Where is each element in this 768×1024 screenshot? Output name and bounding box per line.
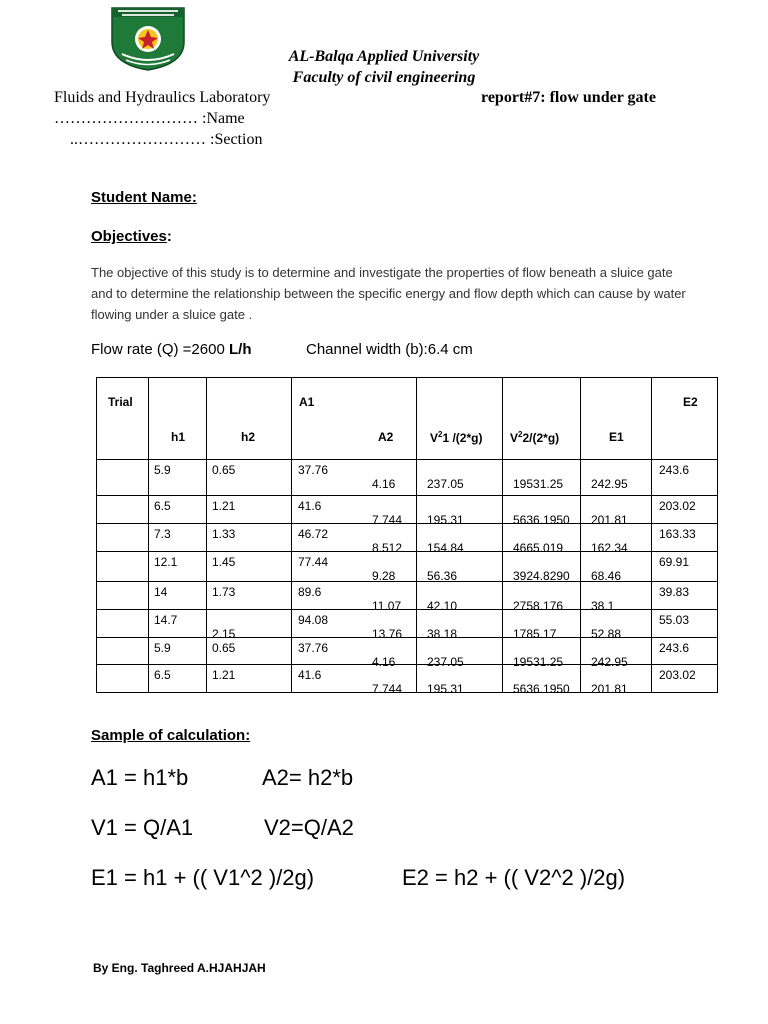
cell-h2: 1.45 xyxy=(212,555,236,569)
cell-a2: 8.512 xyxy=(372,541,403,555)
table-row xyxy=(97,665,718,693)
table-cell xyxy=(97,638,149,665)
table-cell xyxy=(652,582,718,610)
table-cell xyxy=(417,524,503,555)
table-cell xyxy=(581,496,652,527)
cell-h1: 14.7 xyxy=(154,613,178,627)
equation-e1: E1 = h1 + (( V1^2 )/2g) xyxy=(91,865,315,890)
cell-h2: 1.21 xyxy=(212,499,236,513)
table-cell xyxy=(207,460,292,496)
table-cell xyxy=(97,582,149,610)
table-cell xyxy=(652,610,718,638)
cell-h2: 1.33 xyxy=(212,527,236,541)
cell-h1: 5.9 xyxy=(154,641,171,655)
equation-a1: A1 = h1*b xyxy=(91,765,189,790)
cell-a1: 46.72 xyxy=(298,527,329,541)
faculty-name: Faculty of civil engineering xyxy=(292,69,476,86)
cell-e2: 203.02 xyxy=(659,499,696,513)
cell-h2: 0.65 xyxy=(212,641,236,655)
equation-v2: V2=Q/A2 xyxy=(264,815,354,840)
header-v2: $V^22/(2*g)$ xyxy=(503,378,581,460)
table-cell xyxy=(292,496,417,527)
header-trial: Trial xyxy=(97,378,149,460)
table-cell xyxy=(292,610,417,641)
table-cell xyxy=(97,524,149,552)
table-cell xyxy=(207,665,292,693)
cell-e1: 52.88 xyxy=(591,627,622,641)
cell-a2: 7.744 xyxy=(372,513,403,527)
table-cell xyxy=(149,552,207,582)
table-cell xyxy=(503,665,581,696)
table-cell xyxy=(207,582,292,610)
report-title: report#7: flow under gate xyxy=(481,89,656,106)
objectives-text: The objective of this study is to determine and investigate the properties of flow beneath a sluice gate and to determine the relationship between the specific energy and flow depth which can cause by water flowing under a sluice gate . xyxy=(91,265,686,322)
table-cell xyxy=(417,610,503,641)
table-cell xyxy=(292,552,417,582)
table-cell xyxy=(97,496,149,524)
section-field-line: ..…………………… :Section xyxy=(70,131,263,148)
table-cell xyxy=(581,638,652,669)
table-cell xyxy=(207,552,292,582)
table-cell xyxy=(207,638,292,665)
cell-h1: 14 xyxy=(154,585,168,599)
cell-v1-term: 237.05 xyxy=(427,477,464,491)
name-field-line: ……………………… :Name xyxy=(54,110,245,127)
objectives-heading: Objectives: xyxy=(91,228,172,245)
cell-a2: 7.744 xyxy=(372,682,403,696)
table-cell xyxy=(97,552,149,582)
table-cell xyxy=(503,524,581,555)
cell-e1: 162.34 xyxy=(591,541,628,555)
table-cell xyxy=(149,665,207,693)
cell-v1-term: 195.31 xyxy=(427,513,464,527)
cell-a1: 37.76 xyxy=(298,641,329,655)
sample-calculation-heading: Sample of calculation: xyxy=(91,727,251,744)
table-header-row xyxy=(97,378,718,460)
cell-e2: 55.03 xyxy=(659,613,690,627)
table-cell xyxy=(503,638,581,669)
cell-v2-term: 2758.176 xyxy=(513,599,564,613)
table-cell xyxy=(417,460,503,496)
table-cell xyxy=(292,638,417,669)
table-cell xyxy=(97,460,149,496)
cell-e2: 163.33 xyxy=(659,527,696,541)
equation-a2: A2= h2*b xyxy=(262,765,354,790)
table-cell xyxy=(97,610,149,638)
table-cell xyxy=(149,638,207,665)
cell-a1: 89.6 xyxy=(298,585,322,599)
table-cell xyxy=(417,582,503,613)
table-cell xyxy=(207,610,292,641)
university-name: AL-Balqa Applied University xyxy=(288,48,480,65)
table-cell xyxy=(503,552,581,582)
table-cell xyxy=(652,638,718,665)
table-cell xyxy=(207,496,292,524)
cell-a2: 13.76 xyxy=(372,627,403,641)
table-cell xyxy=(503,496,581,527)
cell-a1: 77.44 xyxy=(298,555,329,569)
header-e1: E1 xyxy=(581,378,652,460)
table-cell xyxy=(581,610,652,641)
table-cell xyxy=(503,460,581,496)
cell-a1: 94.08 xyxy=(298,613,329,627)
table-row xyxy=(97,552,718,582)
cell-e2: 39.83 xyxy=(659,585,690,599)
table-cell xyxy=(581,582,652,613)
cell-h2: 1.73 xyxy=(212,585,236,599)
table-cell xyxy=(292,460,417,496)
table-cell xyxy=(97,665,149,693)
table-row xyxy=(97,610,718,638)
table-cell xyxy=(149,524,207,552)
table-row xyxy=(97,638,718,665)
cell-h1: 6.5 xyxy=(154,668,171,682)
cell-a1: 41.6 xyxy=(298,668,322,682)
cell-v2-term: 5636.1950 xyxy=(513,682,570,696)
table-cell xyxy=(417,496,503,527)
table-cell xyxy=(503,582,581,613)
table-row xyxy=(97,496,718,524)
table-cell xyxy=(581,552,652,582)
cell-h2: 2.15 xyxy=(212,627,236,641)
cell-e1: 68.46 xyxy=(591,569,622,583)
header-a1-a2: A1 A2 xyxy=(292,378,417,460)
cell-v1-term: 154.84 xyxy=(427,541,464,555)
table-cell xyxy=(417,552,503,582)
table-cell xyxy=(149,460,207,496)
cell-a2: 9.28 xyxy=(372,569,396,583)
header-h2: h2 xyxy=(207,378,292,460)
cell-e1: 38.1 xyxy=(591,599,615,613)
table-cell xyxy=(581,460,652,496)
table-cell xyxy=(207,524,292,552)
table-cell xyxy=(652,524,718,552)
table-cell xyxy=(652,496,718,524)
cell-a2: 4.16 xyxy=(372,477,396,491)
cell-v1-term: 237.05 xyxy=(427,655,464,669)
equation-e2: E2 = h2 + (( V2^2 )/2g) xyxy=(402,865,626,890)
cell-a2: 11.07 xyxy=(372,599,402,613)
table-cell xyxy=(581,524,652,555)
results-table xyxy=(96,377,718,696)
cell-v2-term: 19531.25 xyxy=(513,477,564,491)
cell-v2-term: 5636.1950 xyxy=(513,513,570,527)
cell-e1: 242.95 xyxy=(591,655,628,669)
cell-v1-term: 56.36 xyxy=(427,569,458,583)
table-cell xyxy=(292,524,417,555)
cell-a1: 41.6 xyxy=(298,499,322,513)
cell-e1: 201.81 xyxy=(591,513,628,527)
student-name-label: Student Name: xyxy=(91,189,197,206)
cell-h2: 0.65 xyxy=(212,463,236,477)
cell-h2: 1.21 xyxy=(212,668,236,682)
cell-e1: 201.81 xyxy=(591,682,628,696)
table-cell xyxy=(149,582,207,610)
cell-v1-term: 42.10 xyxy=(427,599,458,613)
table-cell xyxy=(503,610,581,641)
cell-v2-term: 3924.8290 xyxy=(513,569,570,583)
flow-rate: Flow rate (Q) =2600 L/h xyxy=(91,341,252,358)
cell-e1: 242.95 xyxy=(591,477,628,491)
author-credit: By Eng. Taghreed A.HJAHJAH xyxy=(93,961,266,975)
cell-e2: 243.6 xyxy=(659,463,690,477)
cell-e2: 69.91 xyxy=(659,555,690,569)
table-cell xyxy=(149,496,207,524)
cell-v2-term: 4665.019 xyxy=(513,541,564,555)
cell-h1: 7.3 xyxy=(154,527,171,541)
table-row xyxy=(97,524,718,552)
table-cell xyxy=(652,552,718,582)
cell-v2-term: 19531.25 xyxy=(513,655,564,669)
table-row xyxy=(97,582,718,610)
channel-width: Channel width (b):6.4 cm xyxy=(306,341,473,358)
cell-h1: 6.5 xyxy=(154,499,171,513)
table-cell xyxy=(292,582,417,613)
header-h1: h1 xyxy=(149,378,207,460)
table-cell xyxy=(149,610,207,638)
cell-a1: 37.76 xyxy=(298,463,329,477)
cell-h1: 5.9 xyxy=(154,463,171,477)
table-cell xyxy=(292,665,417,696)
cell-a2: 4.16 xyxy=(372,655,396,669)
table-cell xyxy=(652,665,718,693)
table-cell xyxy=(652,460,718,496)
cell-e2: 203.02 xyxy=(659,668,696,682)
header-v1: $V^21$ /(2*g) xyxy=(417,378,503,460)
cell-v1-term: 195.31 xyxy=(427,682,464,696)
laboratory-name: Fluids and Hydraulics Laboratory xyxy=(54,89,271,106)
table-row xyxy=(97,460,718,496)
cell-e2: 243.6 xyxy=(659,641,690,655)
table-cell xyxy=(417,665,503,696)
table-cell xyxy=(417,638,503,669)
cell-h1: 12.1 xyxy=(154,555,178,569)
equation-v1: V1 = Q/A1 xyxy=(91,815,194,840)
cell-v1-term: 38.18 xyxy=(427,627,458,641)
header-e2: E2 xyxy=(652,378,718,460)
cell-v2-term: 1785.17 xyxy=(513,627,557,641)
table-cell xyxy=(581,665,652,696)
